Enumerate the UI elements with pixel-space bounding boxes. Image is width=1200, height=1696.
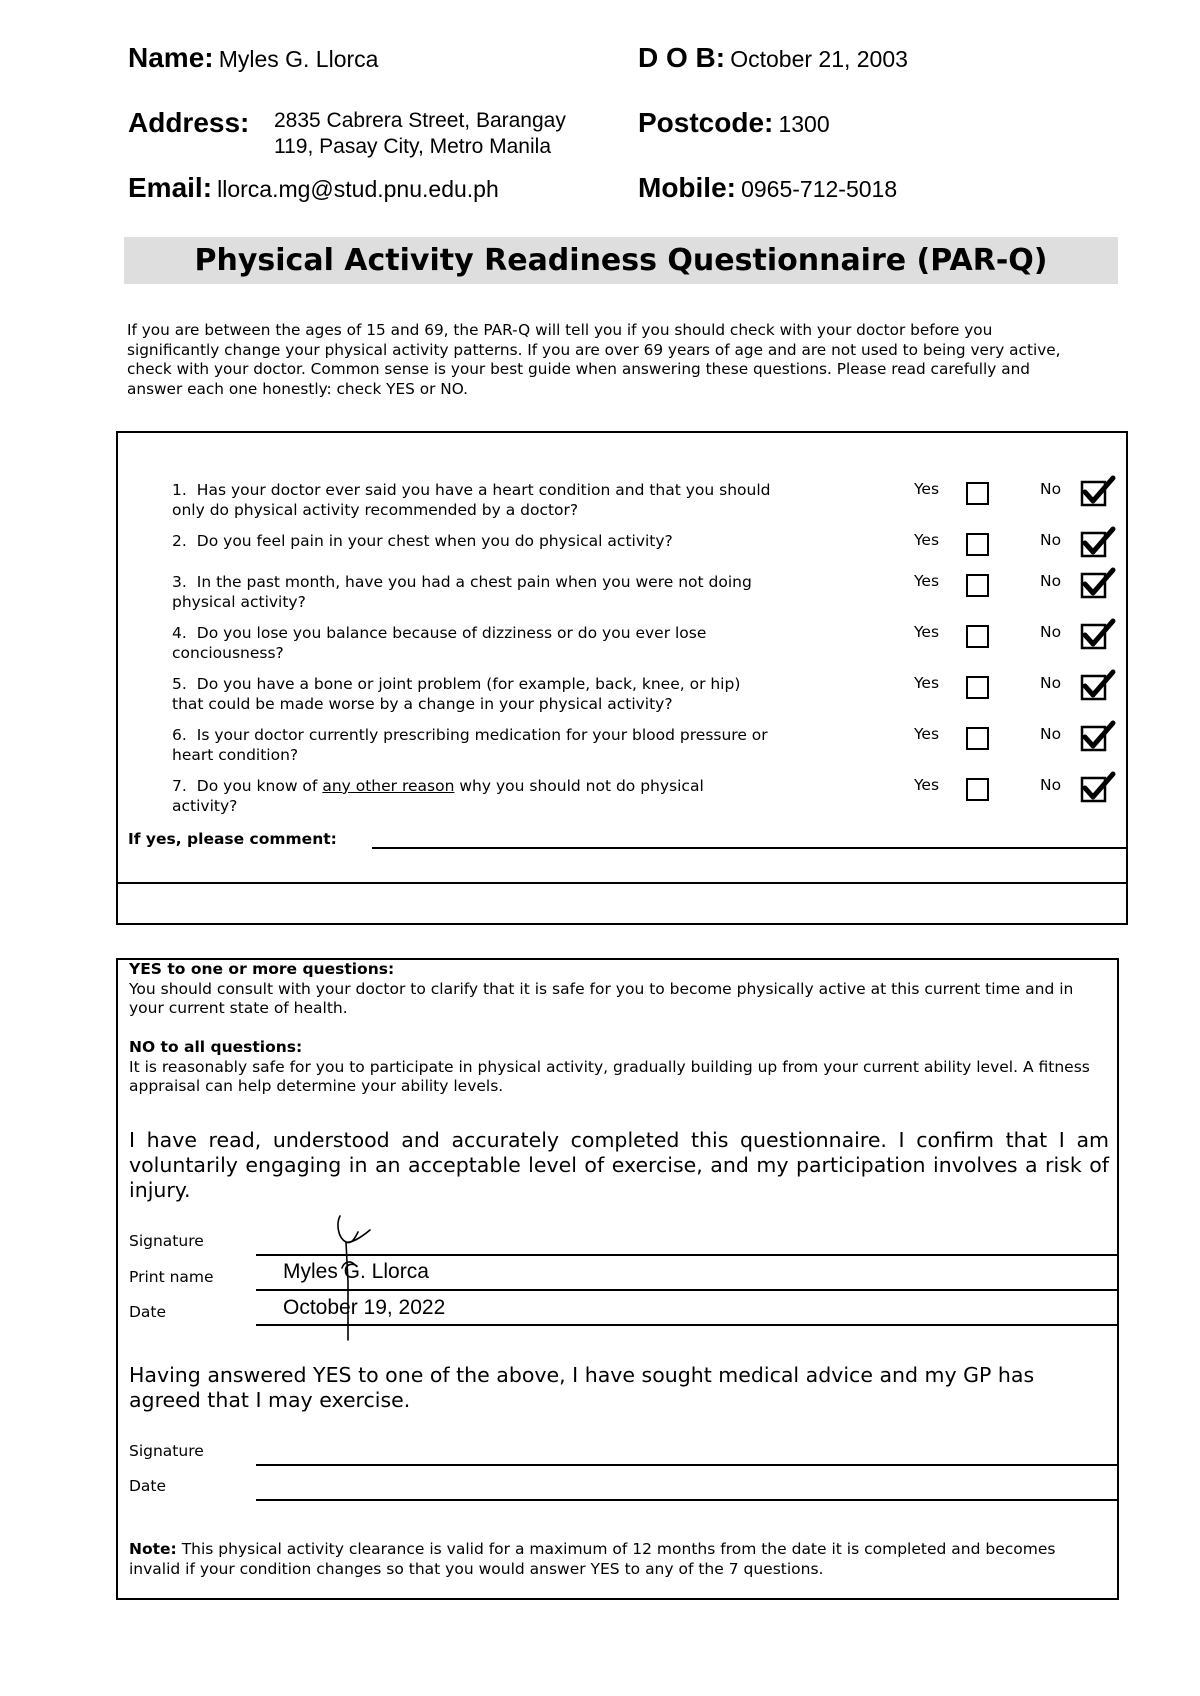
- question-text-underlined: any other reason: [322, 777, 455, 795]
- intro-text: If you are between the ages of 15 and 69, the PAR-Q will tell you if you should check with your doctor before you significantly change your physical activity patterns. If you are over 69 years of age and are not used to being very active, check with your doctor. Common sense is your best guide when answering these questions. Please read carefully and answer each one honestly: check YES or NO.: [127, 321, 1061, 398]
- comment-label: If yes, please comment:: [128, 830, 337, 848]
- date-line: [256, 1324, 1119, 1326]
- question-number: 3.: [172, 573, 187, 591]
- q1-yes-checkbox[interactable]: [966, 482, 989, 505]
- yes-label: Yes: [914, 623, 940, 641]
- title-bar: [124, 237, 1118, 284]
- q2-no-checkbox-checked[interactable]: [1080, 526, 1116, 558]
- postcode-field: [638, 107, 830, 139]
- no-label: No: [1040, 623, 1062, 641]
- gp-date-line[interactable]: [256, 1499, 1119, 1501]
- yes-label: Yes: [914, 531, 940, 549]
- questions-box: [116, 431, 1128, 925]
- no-label: No: [1040, 572, 1062, 590]
- q5-yes-checkbox[interactable]: [966, 676, 989, 699]
- question-text: Do you have a bone or joint problem (for example, back, knee, or hip) that could be made worse by a change in your physical activity?: [172, 675, 741, 713]
- page-title: Physical Activity Readiness Questionnaire (PAR-Q): [194, 243, 1048, 278]
- gp-date-label: Date: [129, 1477, 167, 1495]
- question-number: 2.: [172, 532, 187, 550]
- yes-label: Yes: [914, 572, 940, 590]
- q4-no-checkbox-checked[interactable]: [1080, 618, 1116, 650]
- question-number: 5.: [172, 675, 187, 693]
- q5-no-checkbox-checked[interactable]: [1080, 669, 1116, 701]
- note-label: Note:: [129, 1540, 177, 1558]
- dob-value: October 21, 2003: [730, 46, 908, 72]
- print-name-value[interactable]: Myles G. Llorca: [283, 1260, 429, 1283]
- signature-line[interactable]: [256, 1254, 1119, 1256]
- address-line-1: 2835 Cabrera Street, Barangay: [274, 109, 566, 132]
- yes-guidance-text: You should consult with your doctor to clarify that it is safe for you to become physically active at this current time and in your current state of health.: [129, 979, 1074, 1017]
- q6-no-checkbox-checked[interactable]: [1080, 720, 1116, 752]
- q3-no-checkbox-checked[interactable]: [1080, 567, 1116, 599]
- question-number: 4.: [172, 624, 187, 642]
- yes-label: Yes: [914, 480, 940, 498]
- comment-divider: [118, 882, 1128, 884]
- yes-heading: YES to one or more questions:: [129, 960, 395, 978]
- declaration-box: [116, 958, 1119, 1600]
- question-2: [172, 531, 772, 551]
- question-4: [172, 623, 772, 663]
- no-label: No: [1040, 531, 1062, 549]
- q7-yes-checkbox[interactable]: [966, 778, 989, 801]
- question-7: [172, 776, 772, 816]
- no-label: No: [1040, 725, 1062, 743]
- question-text: Do you feel pain in your chest when you do physical activity?: [196, 532, 673, 550]
- gp-statement: Having answered YES to one of the above, I have sought medical advice and my GP has agreed that I may exercise.: [129, 1363, 1035, 1412]
- question-number: 6.: [172, 726, 187, 744]
- q1-no-checkbox-checked[interactable]: [1080, 475, 1116, 507]
- address-label: Address:: [128, 107, 250, 138]
- name-value: Myles G. Llorca: [218, 46, 379, 72]
- question-number: 1.: [172, 481, 187, 499]
- no-label: No: [1040, 776, 1062, 794]
- note: [129, 1540, 1109, 1579]
- yes-guidance: [129, 960, 1104, 1019]
- print-name-line: [256, 1289, 1119, 1291]
- no-guidance-text: It is reasonably safe for you to participate in physical activity, gradually building up from your current ability level. A fitness appraisal can help determine your ability levels.: [129, 1057, 1090, 1095]
- mobile-label: Mobile:: [638, 172, 736, 203]
- no-guidance: [129, 1038, 1104, 1097]
- question-3: [172, 572, 772, 612]
- question-text: Do you know of: [196, 777, 318, 795]
- question-text: why you should not do physical activity?: [172, 777, 704, 815]
- no-label: No: [1040, 480, 1062, 498]
- yes-label: Yes: [914, 776, 940, 794]
- q6-yes-checkbox[interactable]: [966, 727, 989, 750]
- dob-label: D O B:: [638, 42, 726, 73]
- yes-label: Yes: [914, 725, 940, 743]
- yes-label: Yes: [914, 674, 940, 692]
- signature-label: Signature: [129, 1232, 204, 1250]
- postcode-label: Postcode:: [638, 107, 774, 138]
- name-field: [128, 42, 378, 74]
- gp-signature-label: Signature: [129, 1442, 204, 1460]
- question-number: 7.: [172, 777, 187, 795]
- q4-yes-checkbox[interactable]: [966, 625, 989, 648]
- question-text: In the past month, have you had a chest pain when you were not doing physical activity?: [172, 573, 752, 611]
- dob-field: [638, 42, 908, 74]
- mobile-value: 0965-712-5018: [741, 176, 898, 202]
- date-label: Date: [129, 1303, 167, 1321]
- question-text: Has your doctor ever said you have a heart condition and that you should only do physical activity recommended by a doctor?: [172, 481, 771, 519]
- no-heading: NO to all questions:: [129, 1038, 303, 1056]
- q2-yes-checkbox[interactable]: [966, 533, 989, 556]
- date-value[interactable]: October 19, 2022: [283, 1296, 446, 1319]
- question-6: [172, 725, 772, 765]
- name-label: Name:: [128, 42, 214, 73]
- question-5: [172, 674, 772, 714]
- email-label: Email:: [128, 172, 213, 203]
- question-1: [172, 480, 772, 520]
- mobile-field: [638, 172, 897, 204]
- address-line-2: 119, Pasay City, Metro Manila: [274, 135, 551, 158]
- q3-yes-checkbox[interactable]: [966, 574, 989, 597]
- email-field: [128, 172, 499, 204]
- address-value: [274, 108, 566, 160]
- email-value: llorca.mg@stud.pnu.edu.ph: [217, 176, 499, 202]
- no-label: No: [1040, 674, 1062, 692]
- gp-signature-line[interactable]: [256, 1464, 1119, 1466]
- question-text: Do you lose you balance because of dizziness or do you ever lose conciousness?: [172, 624, 707, 662]
- comment-line[interactable]: [372, 847, 1128, 849]
- note-text: This physical activity clearance is valid for a maximum of 12 months from the date it is completed and becomes invalid if your condition changes so that you would answer YES to any of the 7 questions.: [129, 1540, 1056, 1578]
- print-name-label: Print name: [129, 1268, 214, 1286]
- q7-no-checkbox-checked[interactable]: [1080, 771, 1116, 803]
- postcode-value: 1300: [778, 111, 830, 137]
- question-text: Is your doctor currently prescribing medication for your blood pressure or heart condition?: [172, 726, 768, 764]
- declaration-text: I have read, understood and accurately completed this questionnaire. I confirm that I am voluntarily engaging in an acceptable level of exercise, and my participation involves a risk of injury.: [129, 1128, 1109, 1202]
